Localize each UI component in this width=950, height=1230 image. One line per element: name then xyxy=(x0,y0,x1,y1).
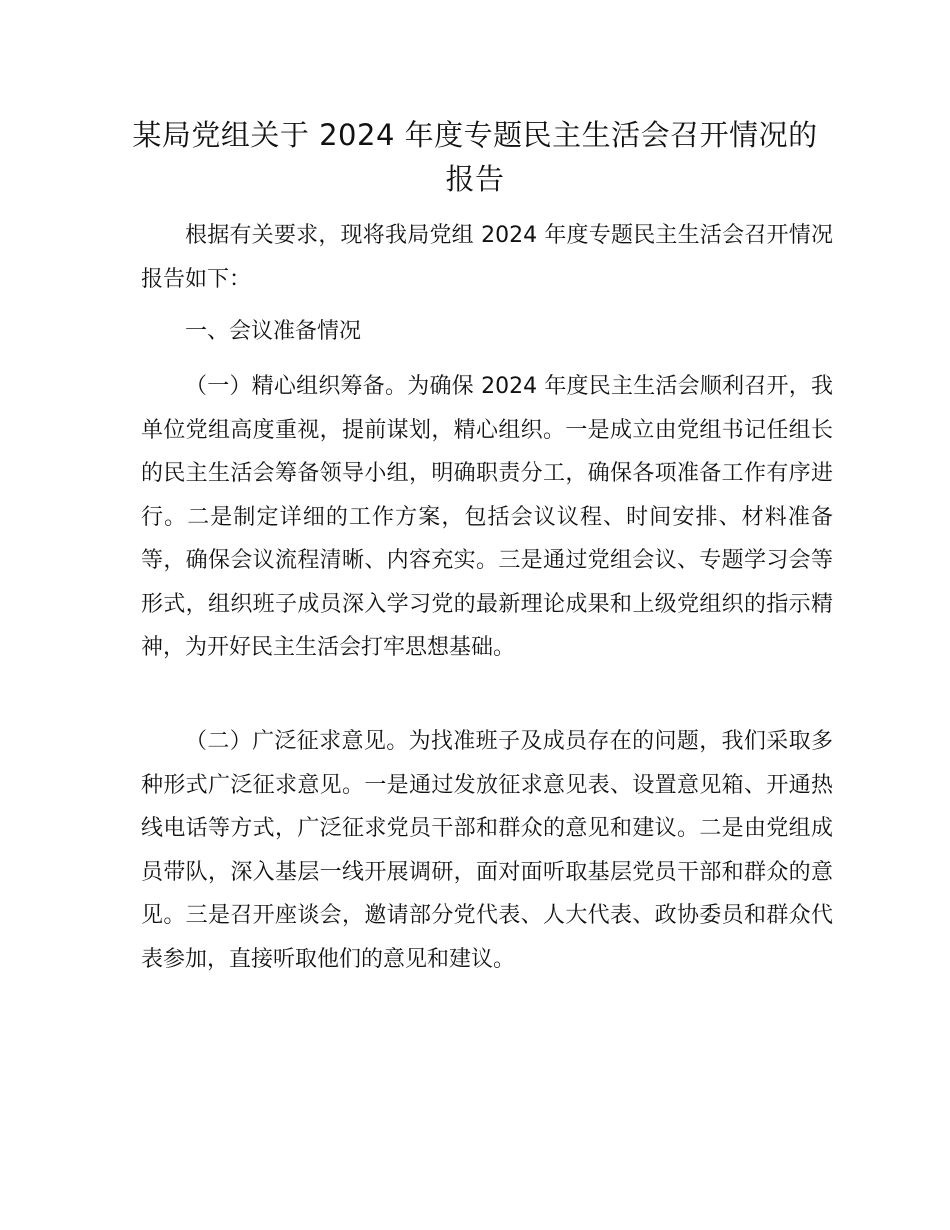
section-heading-1: 一、会议准备情况 xyxy=(185,319,362,344)
intro-paragraph: 根据有关要求，现将我局党组 2024 年度专题民主生活会召开情况报告如下： xyxy=(141,223,833,292)
paragraph-solicit-opinions: （二）广泛征求意见。为找准班子及成员存在的问题，我们采取多种形式广泛征求意见。一是通过发放征求意见表、设置意见箱、开通热线电话等方式，广泛征求党员干部和群众的意见和建议。二是由党组成员带队，深入基层一线开展调研，面对面听取基层党员干部和群众的意见。三是召开座谈会，邀请部分党代表、人大代表、政协委员和群众代表参加，直接听取他们的意见和建议。 xyxy=(141,729,833,972)
paragraph-organize-preparation: （一）精心组织筹备。为确保 2024 年度民主生活会顺利召开，我单位党组高度重视，提前谋划，精心组织。一是成立由党组书记任组长的民主生活会筹备领导小组，明确职责分工，确保各项准备工作有序进行。二是制定详细的工作方案，包括会议议程、时间安排、材料准备等，确保会议流程清晰、内容充实。三是通过党组会议、专题学习会等形式，组织班子成员深入学习党的最新理论成果和上级党组织的指示精神，为开好民主生活会打牢思想基础。 xyxy=(141,374,833,660)
document-title: 某局党组关于 2024 年度专题民主生活会召开情况的报告 xyxy=(132,118,818,196)
